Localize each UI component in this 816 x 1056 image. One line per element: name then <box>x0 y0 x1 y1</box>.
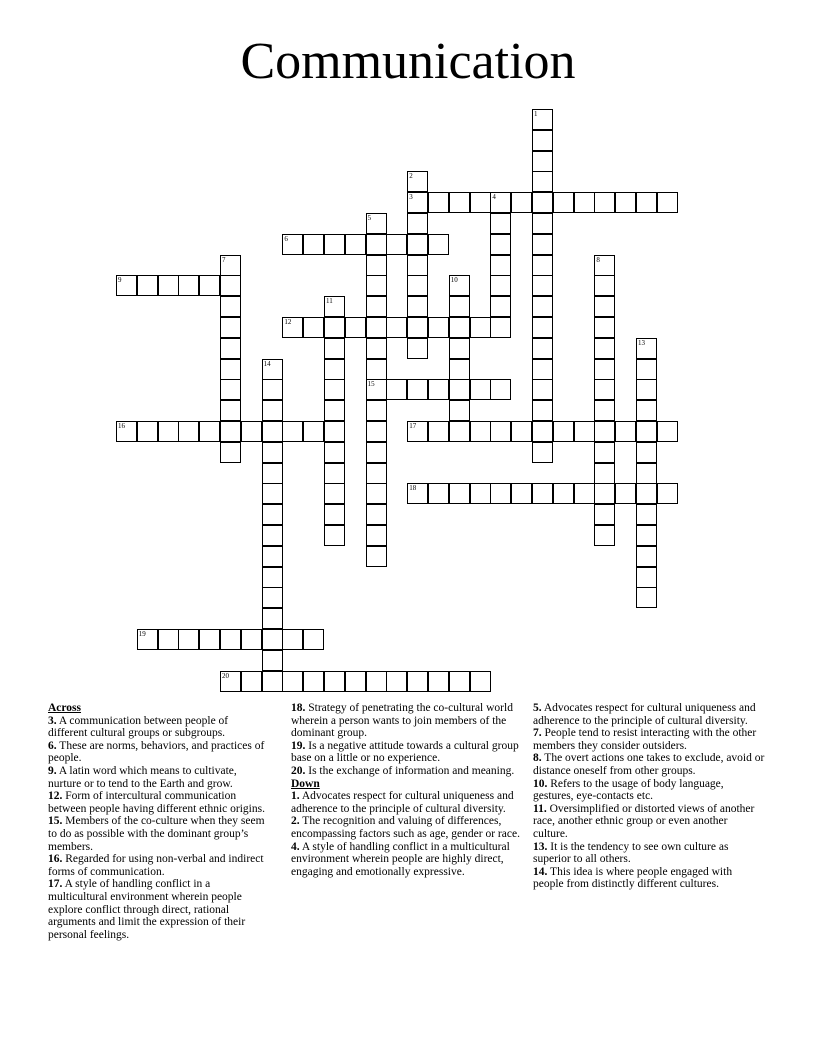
crossword-cell[interactable] <box>532 400 553 421</box>
crossword-cell[interactable] <box>428 234 449 255</box>
crossword-cell[interactable] <box>532 483 553 504</box>
crossword-cell[interactable] <box>594 525 615 546</box>
crossword-cell[interactable] <box>428 317 449 338</box>
cell-number-4: 4 <box>492 193 496 202</box>
crossword-cell[interactable] <box>470 192 491 213</box>
down-heading: Down <box>291 777 320 790</box>
crossword-cell[interactable] <box>657 421 678 442</box>
crossword-cell[interactable] <box>324 483 345 504</box>
crossword-cell[interactable] <box>137 421 158 442</box>
crossword-cell[interactable] <box>657 483 678 504</box>
crossword-cell[interactable] <box>407 338 428 359</box>
crossword-cell[interactable] <box>470 379 491 400</box>
crossword-cell[interactable] <box>366 483 387 504</box>
cell-number-12: 12 <box>284 318 292 326</box>
crossword-cell[interactable] <box>532 379 553 400</box>
crossword-cell[interactable] <box>262 587 283 608</box>
crossword-cell[interactable] <box>282 629 303 650</box>
crossword-cell[interactable] <box>532 151 553 172</box>
crossword-cell[interactable] <box>449 379 470 400</box>
crossword-cell[interactable] <box>324 338 345 359</box>
crossword-cell[interactable] <box>574 192 595 213</box>
crossword-cell[interactable] <box>594 442 615 463</box>
crossword-cell[interactable] <box>407 213 428 234</box>
crossword-cell[interactable] <box>366 463 387 484</box>
crossword-cell[interactable] <box>449 338 470 359</box>
crossword-cell[interactable] <box>178 629 199 650</box>
crossword-cell[interactable] <box>532 213 553 234</box>
crossword-cell[interactable] <box>303 671 324 692</box>
crossword-cell[interactable] <box>220 421 241 442</box>
clue-across-3: 3. A communication between people of different cultural groups or subgroups. <box>48 714 229 740</box>
crossword-cell[interactable] <box>262 463 283 484</box>
cell-number-3: 3 <box>409 193 413 202</box>
crossword-cell[interactable] <box>366 317 387 338</box>
crossword-cell[interactable] <box>262 671 283 692</box>
crossword-cell[interactable] <box>636 192 657 213</box>
crossword-cell[interactable] <box>490 483 511 504</box>
crossword-cell[interactable] <box>636 567 657 588</box>
crossword-cell[interactable] <box>636 546 657 567</box>
crossword-cell[interactable] <box>490 317 511 338</box>
clue-down-13: 13. It is the tendency to see own culture as superior to all others. <box>533 840 729 866</box>
crossword-cell[interactable] <box>470 421 491 442</box>
crossword-cell[interactable] <box>594 504 615 525</box>
crossword-cell[interactable] <box>511 192 532 213</box>
crossword-cell[interactable] <box>594 359 615 380</box>
crossword-cell[interactable] <box>532 317 553 338</box>
crossword-cell[interactable] <box>262 608 283 629</box>
crossword-cell[interactable] <box>615 483 636 504</box>
crossword-cell[interactable] <box>449 359 470 380</box>
cell-number-5: 5 <box>367 214 372 222</box>
clue-across-12: 12. Form of intercultural communication between people having different ethnic origins. <box>48 790 265 815</box>
crossword-cell[interactable] <box>366 525 387 546</box>
crossword-cell[interactable] <box>636 442 657 463</box>
crossword-cell[interactable] <box>449 421 470 442</box>
clue-across-15: 15. Members of the co-culture when they seem to do as possible with the dominant group’s members. <box>48 815 265 853</box>
crossword-cell[interactable] <box>241 629 262 650</box>
cell-number-13: 13 <box>638 338 645 347</box>
crossword-cell[interactable] <box>490 421 511 442</box>
crossword-cell[interactable] <box>220 379 241 400</box>
crossword-cell[interactable] <box>324 234 345 255</box>
crossword-cell[interactable] <box>366 546 387 567</box>
cell-number-20: 20 <box>222 671 229 680</box>
crossword-cell[interactable] <box>657 192 678 213</box>
crossword-cell[interactable] <box>490 296 511 317</box>
crossword-cell[interactable] <box>532 171 553 192</box>
crossword-cell[interactable] <box>636 421 657 442</box>
crossword-cell[interactable] <box>241 421 262 442</box>
crossword-cell[interactable] <box>158 629 179 650</box>
crossword-cell[interactable] <box>262 442 283 463</box>
clues-column-2 <box>291 702 523 878</box>
crossword-cell[interactable] <box>636 463 657 484</box>
crossword-cell[interactable] <box>511 421 532 442</box>
crossword-cell[interactable] <box>324 671 345 692</box>
cell-number-15: 15 <box>367 380 375 389</box>
crossword-cell[interactable] <box>449 671 470 692</box>
crossword-cell[interactable] <box>532 192 553 213</box>
crossword-cell[interactable] <box>366 359 387 380</box>
crossword-cell[interactable] <box>594 192 615 213</box>
crossword-cell[interactable] <box>386 671 407 692</box>
crossword-cell[interactable] <box>490 275 511 296</box>
crossword-cell[interactable] <box>137 275 158 296</box>
crossword-cell[interactable] <box>532 442 553 463</box>
crossword-cell[interactable] <box>324 442 345 463</box>
crossword-cell[interactable] <box>366 400 387 421</box>
crossword-cell[interactable] <box>282 671 303 692</box>
crossword-cell[interactable] <box>324 504 345 525</box>
crossword-cell[interactable] <box>386 234 407 255</box>
crossword-cell[interactable] <box>366 504 387 525</box>
crossword-cell[interactable] <box>407 296 428 317</box>
crossword-cell[interactable] <box>158 275 179 296</box>
crossword-cell[interactable] <box>303 234 324 255</box>
crossword-cell[interactable] <box>262 567 283 588</box>
crossword-cell[interactable] <box>449 192 470 213</box>
crossword-cell[interactable] <box>178 421 199 442</box>
crossword-cell[interactable] <box>470 671 491 692</box>
crossword-cell[interactable] <box>220 629 241 650</box>
crossword-cell[interactable] <box>594 379 615 400</box>
crossword-cell[interactable] <box>636 359 657 380</box>
crossword-cell[interactable] <box>532 338 553 359</box>
cell-number-6: 6 <box>284 234 288 243</box>
clue-down-8: 8. The overt actions one takes to exclude, avoid or distance oneself from other groups. <box>533 752 765 777</box>
cell-number-8: 8 <box>596 255 600 264</box>
crossword-cell[interactable] <box>324 525 345 546</box>
crossword-cell[interactable] <box>324 317 345 338</box>
across-heading: Across <box>48 702 82 714</box>
crossword-cell[interactable] <box>449 483 470 504</box>
crossword-cell[interactable] <box>407 234 428 255</box>
crossword-cell[interactable] <box>262 483 283 504</box>
crossword-cell[interactable] <box>303 421 324 442</box>
clue-across-16: 16. Regarded for using non-verbal and indirect forms of communication. <box>48 853 264 878</box>
crossword-cell[interactable] <box>407 671 428 692</box>
crossword-cell[interactable] <box>532 275 553 296</box>
crossword-cell[interactable] <box>636 587 657 608</box>
clues-column-3 <box>533 702 765 891</box>
crossword-cell[interactable] <box>428 671 449 692</box>
crossword-cell[interactable] <box>594 317 615 338</box>
crossword-cell[interactable] <box>532 234 553 255</box>
crossword-cell[interactable] <box>553 421 574 442</box>
crossword-cell[interactable] <box>366 234 387 255</box>
crossword-cell[interactable] <box>303 317 324 338</box>
crossword-cell[interactable] <box>220 442 241 463</box>
crossword-cell[interactable] <box>407 255 428 276</box>
cell-number-18: 18 <box>409 484 417 493</box>
crossword-cell[interactable] <box>636 504 657 525</box>
crossword-cell[interactable] <box>386 317 407 338</box>
crossword-cell[interactable] <box>594 421 615 442</box>
crossword-cell[interactable] <box>407 317 428 338</box>
clue-across-9: 9. A latin word which means to cultivate, nurture or to tend to the Earth and grow. <box>48 764 237 790</box>
crossword-cell[interactable] <box>574 483 595 504</box>
crossword-cell[interactable] <box>262 546 283 567</box>
clue-across-17: 17. A style of handling conflict in a multicultural environment wherein people explore conflict through direct, rational arguments and limit the expression of their personal feelings. <box>48 878 246 941</box>
crossword-cell[interactable] <box>470 483 491 504</box>
cell-number-1: 1 <box>534 110 538 118</box>
crossword-cell[interactable] <box>262 629 283 650</box>
clue-across-20: 20. Is the exchange of information and meaning. <box>291 764 515 777</box>
crossword-cell[interactable] <box>220 296 241 317</box>
cell-number-14: 14 <box>263 359 271 368</box>
crossword-cell[interactable] <box>220 359 241 380</box>
crossword-cell[interactable] <box>428 483 449 504</box>
crossword-cell[interactable] <box>594 400 615 421</box>
crossword-cell[interactable] <box>386 379 407 400</box>
crossword-cell[interactable] <box>428 379 449 400</box>
crossword-cell[interactable] <box>324 379 345 400</box>
page-title: Communication <box>240 33 576 90</box>
crossword-cell[interactable] <box>220 275 241 296</box>
cell-number-9: 9 <box>118 276 122 285</box>
crossword-cell[interactable] <box>594 483 615 504</box>
crossword-cell[interactable] <box>636 483 657 504</box>
crossword-cell[interactable] <box>262 525 283 546</box>
crossword-cell[interactable] <box>490 379 511 400</box>
crossword-cell[interactable] <box>262 650 283 671</box>
crossword-cell[interactable] <box>345 234 366 255</box>
clue-down-11: 11. Oversimplified or distorted views of another race, another ethnic group or even another culture. <box>533 802 755 840</box>
crossword-cell[interactable] <box>449 400 470 421</box>
crossword-cell[interactable] <box>366 338 387 359</box>
crossword-cell[interactable] <box>594 338 615 359</box>
crossword-cell[interactable] <box>199 629 220 650</box>
cell-number-10: 10 <box>450 276 458 285</box>
crossword-cell[interactable] <box>366 275 387 296</box>
crossword-cell[interactable] <box>345 671 366 692</box>
clues-column-1 <box>48 702 270 941</box>
crossword-cell[interactable] <box>262 400 283 421</box>
crossword-cell[interactable] <box>615 192 636 213</box>
clue-down-5: 5. Advocates respect for cultural uniqueness and adherence to the principle of cultural diversity. <box>533 702 756 727</box>
cell-number-16: 16 <box>118 422 125 430</box>
crossword-cell[interactable] <box>345 317 366 338</box>
crossword-cell[interactable] <box>366 255 387 276</box>
crossword-cell[interactable] <box>636 379 657 400</box>
crossword-cell[interactable] <box>324 421 345 442</box>
clue-down-1: 1. Advocates respect for cultural uniqueness and adherence to the principle of cultural diversity. <box>291 790 514 815</box>
crossword-cell[interactable] <box>594 275 615 296</box>
crossword-cell[interactable] <box>574 421 595 442</box>
cell-number-7: 7 <box>222 255 226 264</box>
clue-across-19: 19. Is a negative attitude towards a cultural group base on a little or no experience. <box>291 739 519 765</box>
crossword-cell[interactable] <box>470 317 491 338</box>
crossword-cell[interactable] <box>220 400 241 421</box>
clue-down-10: 10. Refers to the usage of body language, gestures, eye-contacts etc. <box>533 777 724 803</box>
crossword-cell[interactable] <box>636 525 657 546</box>
crossword-cell[interactable] <box>428 192 449 213</box>
crossword-cell[interactable] <box>199 421 220 442</box>
crossword-cell[interactable] <box>532 421 553 442</box>
crossword-cell[interactable] <box>324 359 345 380</box>
crossword-cell[interactable] <box>407 275 428 296</box>
crossword-cell[interactable] <box>449 317 470 338</box>
crossword-cell[interactable] <box>511 483 532 504</box>
crossword-cell[interactable] <box>490 213 511 234</box>
clue-down-4: 4. A style of handling conflict in a multicultural environment wherein people are highly direct, engaging and emotionally expressive. <box>291 840 510 878</box>
crossword-cell[interactable] <box>532 130 553 151</box>
crossword-cell[interactable] <box>199 275 220 296</box>
crossword-cell[interactable] <box>366 421 387 442</box>
cell-number-2: 2 <box>409 172 413 181</box>
crossword-cell[interactable] <box>490 234 511 255</box>
crossword-cell[interactable] <box>594 296 615 317</box>
clue-down-14: 14. This idea is where people engaged with people from distinctly different cultures. <box>533 865 733 891</box>
crossword-cell[interactable] <box>366 671 387 692</box>
clue-across-6: 6. These are norms, behaviors, and practices of people. <box>48 739 265 765</box>
crossword-cell[interactable] <box>636 400 657 421</box>
crossword-cell[interactable] <box>324 400 345 421</box>
crossword-cell[interactable] <box>262 504 283 525</box>
crossword-cell[interactable] <box>449 296 470 317</box>
crossword-cell[interactable] <box>532 296 553 317</box>
crossword-cell[interactable] <box>241 671 262 692</box>
crossword-cell[interactable] <box>553 483 574 504</box>
cell-number-19: 19 <box>138 630 146 638</box>
crossword-cell[interactable] <box>366 442 387 463</box>
crossword-cell[interactable] <box>262 379 283 400</box>
crossword-cell[interactable] <box>490 255 511 276</box>
crossword-cell[interactable] <box>532 255 553 276</box>
crossword-cell[interactable] <box>178 275 199 296</box>
crossword-cell[interactable] <box>303 629 324 650</box>
crossword-cell[interactable] <box>220 338 241 359</box>
crossword-cell[interactable] <box>594 463 615 484</box>
crossword-cell[interactable] <box>220 317 241 338</box>
crossword-cell[interactable] <box>615 421 636 442</box>
crossword-cell[interactable] <box>324 463 345 484</box>
cell-number-11: 11 <box>326 297 333 306</box>
crossword-cell[interactable] <box>553 192 574 213</box>
crossword-cell[interactable] <box>428 421 449 442</box>
clue-down-2: 2. The recognition and valuing of differences, encompassing factors such as age, gender or race. <box>291 815 520 840</box>
clue-across-18: 18. Strategy of penetrating the co-cultural world wherein a person wants to join members of the dominant group. <box>291 702 513 740</box>
crossword-cell[interactable] <box>532 359 553 380</box>
crossword-cell[interactable] <box>282 421 303 442</box>
cell-number-17: 17 <box>409 422 417 430</box>
crossword-cell[interactable] <box>407 379 428 400</box>
crossword-cell[interactable] <box>366 296 387 317</box>
clue-down-7: 7. People tend to resist interacting with the other members they consider outsiders. <box>533 727 757 752</box>
crossword-cell[interactable] <box>158 421 179 442</box>
crossword-cell[interactable] <box>262 421 283 442</box>
